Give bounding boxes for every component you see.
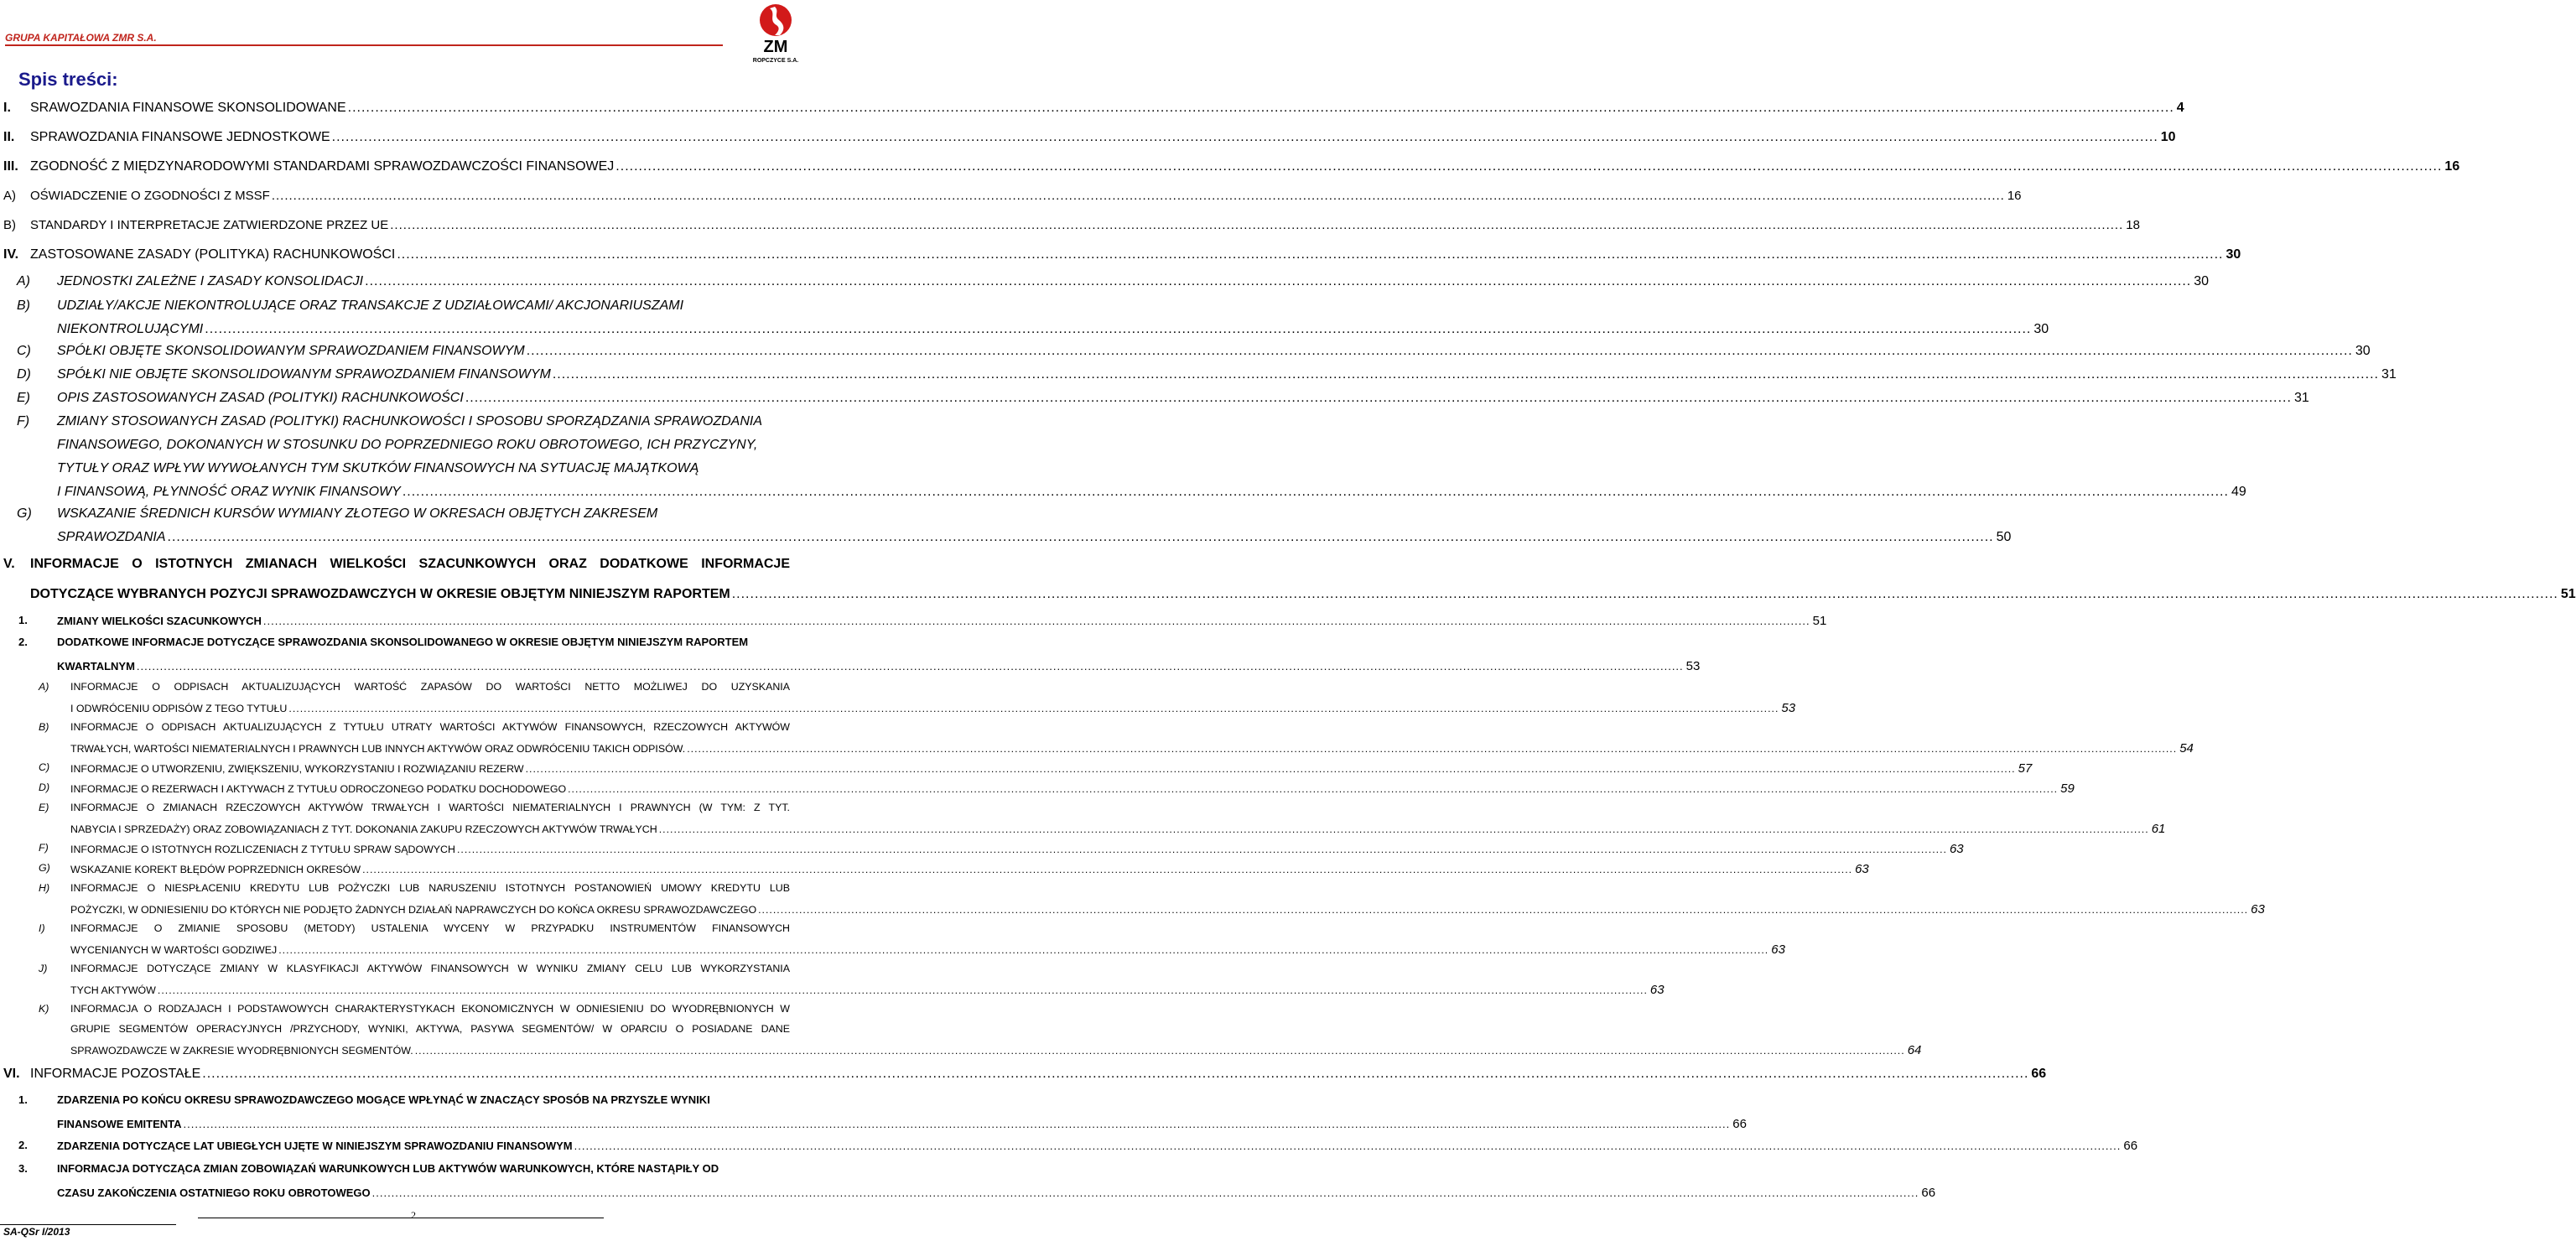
toc-entry-number: K) — [39, 1003, 49, 1015]
toc-entry-page: 30 — [2194, 274, 2210, 288]
toc-entry-line: DODATKOWE INFORMACJE DOTYCZĄCE SPRAWOZDANIA SKONSOLIDOWANEGO W OKRESIE OBJĘTYM NINIEJSZYM RAPORTEM — [57, 636, 749, 648]
toc-entry-last-line — [30, 101, 2184, 122]
toc-entry-number: A) — [39, 681, 49, 693]
toc-entry-last-line — [70, 942, 1785, 964]
toc-entry-last-line — [57, 614, 1827, 636]
dot-leader: ................................................................................................................................................................................................................................................................................................................................................................................................................ — [758, 904, 2249, 916]
dot-leader: ................................................................................................................................................................................................................................................................................................................................................................................................................ — [288, 703, 1779, 714]
toc-entry-page: 64 — [1907, 1043, 1922, 1057]
toc-entry-line: WSKAZANIE ŚREDNICH KURSÓW WYMIANY ZŁOTEGO W OKRESACH OBJĘTYCH ZAKRESEM — [57, 506, 658, 521]
logo-text-top: ZM — [763, 38, 788, 56]
toc-entry-title: TYCH AKTYWÓW — [70, 984, 156, 996]
toc-entry-last-line — [57, 391, 2309, 413]
toc-entry-title: JEDNOSTKI ZALEŻNE I ZASADY KONSOLIDACJI — [57, 274, 364, 288]
toc-entry-line: INFORMACJA DOTYCZĄCA ZMIAN ZOBOWIĄZAŃ WARUNKOWYCH LUB AKTYWÓW WARUNKOWYCH, KTÓRE NASTĄPIŁY OD — [57, 1162, 719, 1175]
dot-leader: ................................................................................................................................................................................................................................................................................................................................................................................................................ — [183, 1118, 1731, 1130]
toc-entry-title: INFORMACJE O UTWORZENIU, ZWIĘKSZENIU, WYKORZYSTANIU I ROZWIĄZANIU REZERW — [70, 763, 524, 775]
toc-entry-page: 18 — [2126, 218, 2140, 232]
toc-entry-title: WSKAZANIE KOREKT BŁĘDÓW POPRZEDNICH OKRESÓW — [70, 864, 361, 875]
toc-entry-page: 66 — [1921, 1186, 1936, 1200]
toc-entry-page: 16 — [2444, 159, 2460, 174]
toc-entry-title: POŻYCZKI, W ODNIESIENIU DO KTÓRYCH NIE PODJĘTO ŻADNYCH DZIAŁAŃ NAPRAWCZYCH DO KOŃCA OKRESU SPRAWOZDAWCZEGO — [70, 904, 757, 916]
toc-entry-title: KWARTALNYM — [57, 660, 135, 672]
toc-entry-last-line — [57, 274, 2210, 296]
header-company: GRUPA KAPITAŁOWA ZMR S.A. — [5, 32, 157, 44]
dot-leader: ................................................................................................................................................................................................................................................................................................................................................................................................................ — [262, 615, 1810, 627]
toc-entry-page: 30 — [2225, 247, 2241, 262]
toc-entry-number: A) — [3, 189, 16, 203]
dot-leader: ................................................................................................................................................................................................................................................................................................................................................................................................................ — [347, 101, 2174, 115]
toc-entry-number: E) — [39, 802, 49, 813]
toc-entry-page: 66 — [1732, 1117, 1747, 1131]
toc-entry-number: D) — [17, 367, 31, 382]
dot-leader: ................................................................................................................................................................................................................................................................................................................................................................................................................ — [658, 823, 2149, 835]
toc-entry-title: ZASTOSOWANE ZASADY (POLITYKA) RACHUNKOWOŚCI — [30, 247, 396, 262]
toc-entry-page: 53 — [1685, 659, 1701, 673]
toc-entry-line: INFORMACJA O RODZAJACH I PODSTAWOWYCH CHARAKTERYSTYKACH EKONOMICZNYCH W ODNIESIENIU DO WYODRĘBNIONYCH W — [70, 1003, 790, 1015]
toc-entry-title: SRAWOZDANIA FINANSOWE SKONSOLIDOWANE — [30, 101, 346, 115]
dot-leader: ................................................................................................................................................................................................................................................................................................................................................................................................................ — [390, 218, 2124, 232]
toc-entry-last-line — [57, 344, 2371, 366]
dot-leader: ................................................................................................................................................................................................................................................................................................................................................................................................................ — [167, 530, 1994, 544]
toc-entry-title: SPÓŁKI OBJĘTE SKONSOLIDOWANYM SPRAWOZDANIEM FINANSOWYM — [57, 344, 525, 358]
toc-entry-last-line — [70, 761, 2033, 783]
toc-entry-page: 61 — [2151, 822, 2166, 836]
toc-entry-page: 63 — [1855, 862, 1869, 876]
toc-entry-line: INFORMACJE O NIESPŁACENIU KREDYTU LUB POŻYCZKI LUB NARUSZENIU ISTOTNYCH POSTANOWIEŃ UMOWY KREDYTU LUB — [70, 882, 790, 894]
toc-entry-number: I. — [3, 101, 11, 115]
footer-report-id: SA-QSr I/2013 — [3, 1226, 70, 1238]
toc-entry-number: I) — [39, 922, 45, 934]
toc-entry-last-line — [70, 741, 2194, 763]
footer-page-number: 2 — [411, 1209, 416, 1221]
toc-entry-last-line — [70, 842, 1964, 864]
dot-leader: ................................................................................................................................................................................................................................................................................................................................................................................................................ — [526, 344, 2353, 358]
toc-entry-page: 30 — [2355, 344, 2371, 358]
toc-entry-title: INFORMACJE POZOSTAŁE — [30, 1067, 201, 1081]
toc-entry-last-line — [57, 1139, 2138, 1161]
dot-leader: ................................................................................................................................................................................................................................................................................................................................................................................................................ — [414, 1045, 1905, 1057]
toc-entry-title: SPRAWOZDAWCZE W ZAKRESIE WYODRĘBNIONYCH SEGMENTÓW. — [70, 1045, 413, 1057]
toc-entry-title: NABYCIA I SPRZEDAŻY) ORAZ ZOBOWIĄZANIACH Z TYT. DOKONANIA ZAKUPU RZECZOWYCH AKTYWÓW TRWAŁYCH — [70, 823, 657, 835]
toc-entry-number: B) — [3, 218, 16, 232]
toc-entry-title: INFORMACJE O REZERWACH I AKTYWACH Z TYTUŁU ODROCZONEGO PODATKU DOCHODOWEGO — [70, 783, 567, 795]
toc-entry-last-line — [30, 247, 2241, 269]
toc-entry-title: I ODWRÓCENIU ODPISÓW Z TEGO TYTUŁU — [70, 703, 288, 714]
toc-entry-last-line — [30, 1067, 2047, 1088]
toc-entry-number: B) — [39, 721, 49, 733]
toc-entry-number: 2. — [18, 636, 28, 648]
dot-leader: ................................................................................................................................................................................................................................................................................................................................................................................................................ — [687, 743, 2178, 755]
toc-entry-title: SPRAWOZDANIA FINANSOWE JEDNOSTKOWE — [30, 130, 330, 144]
dot-leader: ................................................................................................................................................................................................................................................................................................................................................................................................................ — [278, 944, 1769, 956]
toc-entry-number: F) — [39, 842, 49, 854]
toc-entry-line: GRUPIE SEGMENTÓW OPERACYJNYCH /PRZYCHODY, WYNIKI, AKTYWA, PASYWA SEGMENTÓW/ W OPARCIU O POSIADANE DANE — [70, 1023, 790, 1035]
toc-entry-page: 63 — [1949, 842, 1964, 856]
toc-entry-line: UDZIAŁY/AKCJE NIEKONTROLUJĄCE ORAZ TRANSAKCJE Z UDZIAŁOWCAMI/ AKCJONARIUSZAMI — [57, 299, 684, 313]
toc-entry-page: 30 — [2033, 322, 2049, 336]
toc-entry-title: FINANSOWE EMITENTA — [57, 1118, 182, 1130]
toc-entry-line: TYTUŁY ORAZ WPŁYW WYWOŁANYCH TYM SKUTKÓW FINANSOWYCH NA SYTUACJĘ MAJĄTKOWĄ — [57, 461, 699, 475]
toc-entry-number: J) — [39, 963, 48, 974]
dot-leader: ................................................................................................................................................................................................................................................................................................................................................................................................................ — [362, 864, 1853, 875]
toc-entry-line: ZMIANY STOSOWANYCH ZASAD (POLITYKI) RACHUNKOWOŚCI I SPOSOBU SPORZĄDZANIA SPRAWOZDANIA — [57, 414, 763, 428]
toc-entry-page: 59 — [2060, 781, 2075, 796]
toc-entry-last-line — [30, 159, 2460, 181]
toc-entry-title: SPÓŁKI NIE OBJĘTE SKONSOLIDOWANYM SPRAWOZDANIEM FINANSOWYM — [57, 367, 551, 382]
toc-entry-last-line — [30, 218, 2140, 240]
toc-entry-number: C) — [39, 761, 50, 773]
toc-entry-number: II. — [3, 130, 15, 144]
toc-entry-number: G) — [17, 506, 32, 521]
toc-entry-last-line — [70, 902, 2265, 924]
toc-entry-last-line — [70, 862, 1869, 884]
toc-entry-last-line — [57, 659, 1701, 681]
toc-entry-number: 1. — [18, 1093, 28, 1106]
dot-leader: ................................................................................................................................................................................................................................................................................................................................................................................................................ — [271, 189, 2005, 203]
toc-entry-number: V. — [3, 557, 15, 571]
toc-entry-page: 51 — [1812, 614, 1827, 628]
toc-entry-title: CZASU ZAKOŃCZENIA OSTATNIEGO ROKU OBROTOWEGO — [57, 1186, 371, 1199]
toc-entry-number: 3. — [18, 1162, 28, 1175]
dot-leader: ................................................................................................................................................................................................................................................................................................................................................................................................................ — [136, 660, 1684, 672]
toc-entry-page: 50 — [1996, 530, 2012, 544]
toc-entry-line: FINANSOWEGO, DOKONANYCH W STOSUNKU DO POPRZEDNIEGO ROKU OBROTOWEGO, ICH PRZYCZYNY, — [57, 438, 758, 452]
dot-leader: ................................................................................................................................................................................................................................................................................................................................................................................................................ — [205, 322, 2032, 336]
toc-entry-last-line — [70, 701, 1796, 723]
toc-entry-page: 4 — [2176, 101, 2184, 115]
dot-leader: ................................................................................................................................................................................................................................................................................................................................................................................................................ — [525, 763, 2016, 775]
toc-entry-page: 31 — [2293, 391, 2309, 405]
toc-entry-page: 49 — [2231, 485, 2246, 499]
toc-entry-number: 2. — [18, 1139, 28, 1151]
toc-entry-page: 53 — [1781, 701, 1796, 715]
toc-entry-title: OŚWIADCZENIE O ZGODNOŚCI Z MSSF — [30, 189, 270, 203]
toc-entry-page: 51 — [2560, 587, 2576, 601]
dot-leader: ................................................................................................................................................................................................................................................................................................................................................................................................................ — [568, 783, 2059, 795]
toc-entry-number: 1. — [18, 614, 28, 626]
toc-entry-number: H) — [39, 882, 50, 894]
toc-entry-page: 54 — [2179, 741, 2194, 756]
toc-entry-title: I FINANSOWĄ, PŁYNNOŚĆ ORAZ WYNIK FINANSOWY — [57, 485, 401, 499]
toc-entry-page: 66 — [2031, 1067, 2047, 1081]
toc-entry-title: ZMIANY WIELKOŚCI SZACUNKOWYCH — [57, 615, 262, 627]
toc-entry-line: ZDARZENIA PO KOŃCU OKRESU SPRAWOZDAWCZEGO MOGĄCE WPŁYNĄĆ W ZNACZĄCY SPOSÓB NA PRZYSZŁE WYNIKI — [57, 1093, 710, 1106]
toc-entry-last-line — [30, 130, 2176, 152]
toc-entry-line: INFORMACJE O ODPISACH AKTUALIZUJĄCYCH WARTOŚĆ ZAPASÓW DO WARTOŚCI NETTO MOŻLIWEJ DO UZYSKANIA — [70, 681, 790, 693]
toc-entry-last-line — [30, 587, 2576, 609]
toc-entry-line: INFORMACJE O ODPISACH AKTUALIZUJĄCYCH Z TYTUŁU UTRATY WARTOŚCI AKTYWÓW FINANSOWYCH, RZECZOWYCH AKTYWÓW — [70, 721, 790, 733]
dot-leader: ................................................................................................................................................................................................................................................................................................................................................................................................................ — [331, 130, 2158, 144]
dot-leader: ................................................................................................................................................................................................................................................................................................................................................................................................................ — [371, 1186, 1919, 1199]
toc-entry-page: 31 — [2381, 367, 2397, 382]
toc-entry-number: III. — [3, 159, 18, 174]
toc-entry-title: TRWAŁYCH, WARTOŚCI NIEMATERIALNYCH I PRAWNYCH LUB INNYCH AKTYWÓW ORAZ ODWRÓCENIU TAKICH ODPISÓW. — [70, 743, 686, 755]
toc-entry-title: ZGODNOŚĆ Z MIĘDZYNARODOWYMI STANDARDAMI SPRAWOZDAWCZOŚCI FINANSOWEJ — [30, 159, 615, 174]
dot-leader: ................................................................................................................................................................................................................................................................................................................................................................................................................ — [157, 984, 1648, 996]
toc-entry-page: 16 — [2007, 189, 2022, 203]
toc-entry-last-line — [57, 322, 2049, 344]
toc-entry-page: 63 — [2251, 902, 2265, 916]
toc-entry-last-line — [57, 1186, 1936, 1207]
footer-rule — [0, 1224, 176, 1225]
toc-entry-number: VI. — [3, 1067, 20, 1081]
toc-entry-title: ZDARZENIA DOTYCZĄCE LAT UBIEGŁYCH UJĘTE W NINIEJSZYM SPRAWOZDANIU FINANSOWYM — [57, 1140, 573, 1152]
toc-entry-number: IV. — [3, 247, 19, 262]
toc-entry-last-line — [57, 530, 2012, 552]
toc-entry-title: STANDARDY I INTERPRETACJE ZATWIERDZONE PRZEZ UE — [30, 218, 389, 232]
toc-entry-number: B) — [17, 299, 30, 313]
toc-entry-number: G) — [39, 862, 50, 874]
toc-entry-line: INFORMACJE DOTYCZĄCE ZMIANY W KLASYFIKACJI AKTYWÓW FINANSOWYCH W WYNIKU ZMIANY CELU LUB WYKORZYSTANIA — [70, 963, 790, 974]
toc-entry-page: 66 — [2123, 1139, 2138, 1153]
toc-entry-line: INFORMACJE O ISTOTNYCH ZMIANACH WIELKOŚCI SZACUNKOWYCH ORAZ DODATKOWE INFORMACJE — [30, 557, 790, 571]
toc-entry-page: 10 — [2160, 130, 2176, 144]
toc-entry-title: OPIS ZASTOSOWANYCH ZASAD (POLITYKI) RACHUNKOWOŚCI — [57, 391, 464, 405]
toc-entry-last-line — [70, 983, 1665, 1005]
toc-entry-line: INFORMACJE O ZMIANIE SPOSOBU (METODY) USTALENIA WYCENY W PRZYPADKU INSTRUMENTÓW FINANSOWYCH — [70, 922, 790, 934]
toc-entry-last-line — [70, 781, 2075, 803]
toc-entry-title: DOTYCZĄCE WYBRANYCH POZYCJI SPRAWOZDAWCZYCH W OKRESIE OBJĘTYM NINIEJSZYM RAPORTEM — [30, 587, 730, 601]
dot-leader: ................................................................................................................................................................................................................................................................................................................................................................................................................ — [202, 1067, 2029, 1081]
toc-entry-number: E) — [17, 391, 30, 405]
dot-leader: ................................................................................................................................................................................................................................................................................................................................................................................................................ — [615, 159, 2443, 174]
toc-entry-title: NIEKONTROLUJĄCYMI — [57, 322, 204, 336]
logo-text-bottom: ROPCZYCE S.A. — [752, 58, 799, 64]
toc-entry-title: SPRAWOZDANIA — [57, 530, 166, 544]
toc-entry-number: C) — [17, 344, 31, 358]
dot-leader: ................................................................................................................................................................................................................................................................................................................................................................................................................ — [402, 485, 2229, 499]
dot-leader: ................................................................................................................................................................................................................................................................................................................................................................................................................ — [365, 274, 2192, 288]
toc-entry-page: 57 — [2018, 761, 2033, 776]
toc-entry-title: WYCENIANYCH W WARTOŚCI GODZIWEJ — [70, 944, 278, 956]
toc-entry-number: A) — [17, 274, 30, 288]
dot-leader: ................................................................................................................................................................................................................................................................................................................................................................................................................ — [397, 247, 2224, 262]
dot-leader: ................................................................................................................................................................................................................................................................................................................................................................................................................ — [552, 367, 2379, 382]
toc-entry-last-line — [30, 189, 2022, 210]
toc-entry-last-line — [57, 485, 2246, 506]
toc-entry-last-line — [70, 822, 2166, 844]
toc-entry-title: INFORMACJE O ISTOTNYCH ROZLICZENIACH Z TYTUŁU SPRAW SĄDOWYCH — [70, 844, 455, 855]
toc-entry-last-line — [70, 1043, 1922, 1065]
dot-leader: ................................................................................................................................................................................................................................................................................................................................................................................................................ — [456, 844, 1947, 855]
toc-entry-page: 63 — [1649, 983, 1665, 997]
dot-leader: ................................................................................................................................................................................................................................................................................................................................................................................................................ — [574, 1140, 2122, 1152]
dot-leader: ................................................................................................................................................................................................................................................................................................................................................................................................................ — [731, 587, 2558, 601]
toc-entry-number: F) — [17, 414, 30, 428]
toc-entry-last-line — [57, 1117, 1747, 1139]
toc-title: Spis treści: — [18, 69, 118, 90]
toc-entry-number: D) — [39, 781, 50, 793]
toc-entry-last-line — [57, 367, 2397, 389]
toc-entry-page: 63 — [1771, 942, 1785, 957]
dot-leader: ................................................................................................................................................................................................................................................................................................................................................................................................................ — [465, 391, 2292, 405]
toc-entry-line: INFORMACJE O ZMIANACH RZECZOWYCH AKTYWÓW TRWAŁYCH I WARTOŚCI NIEMATERIALNYCH I PRAWNYCH (W TYM: Z TYT. — [70, 802, 790, 813]
